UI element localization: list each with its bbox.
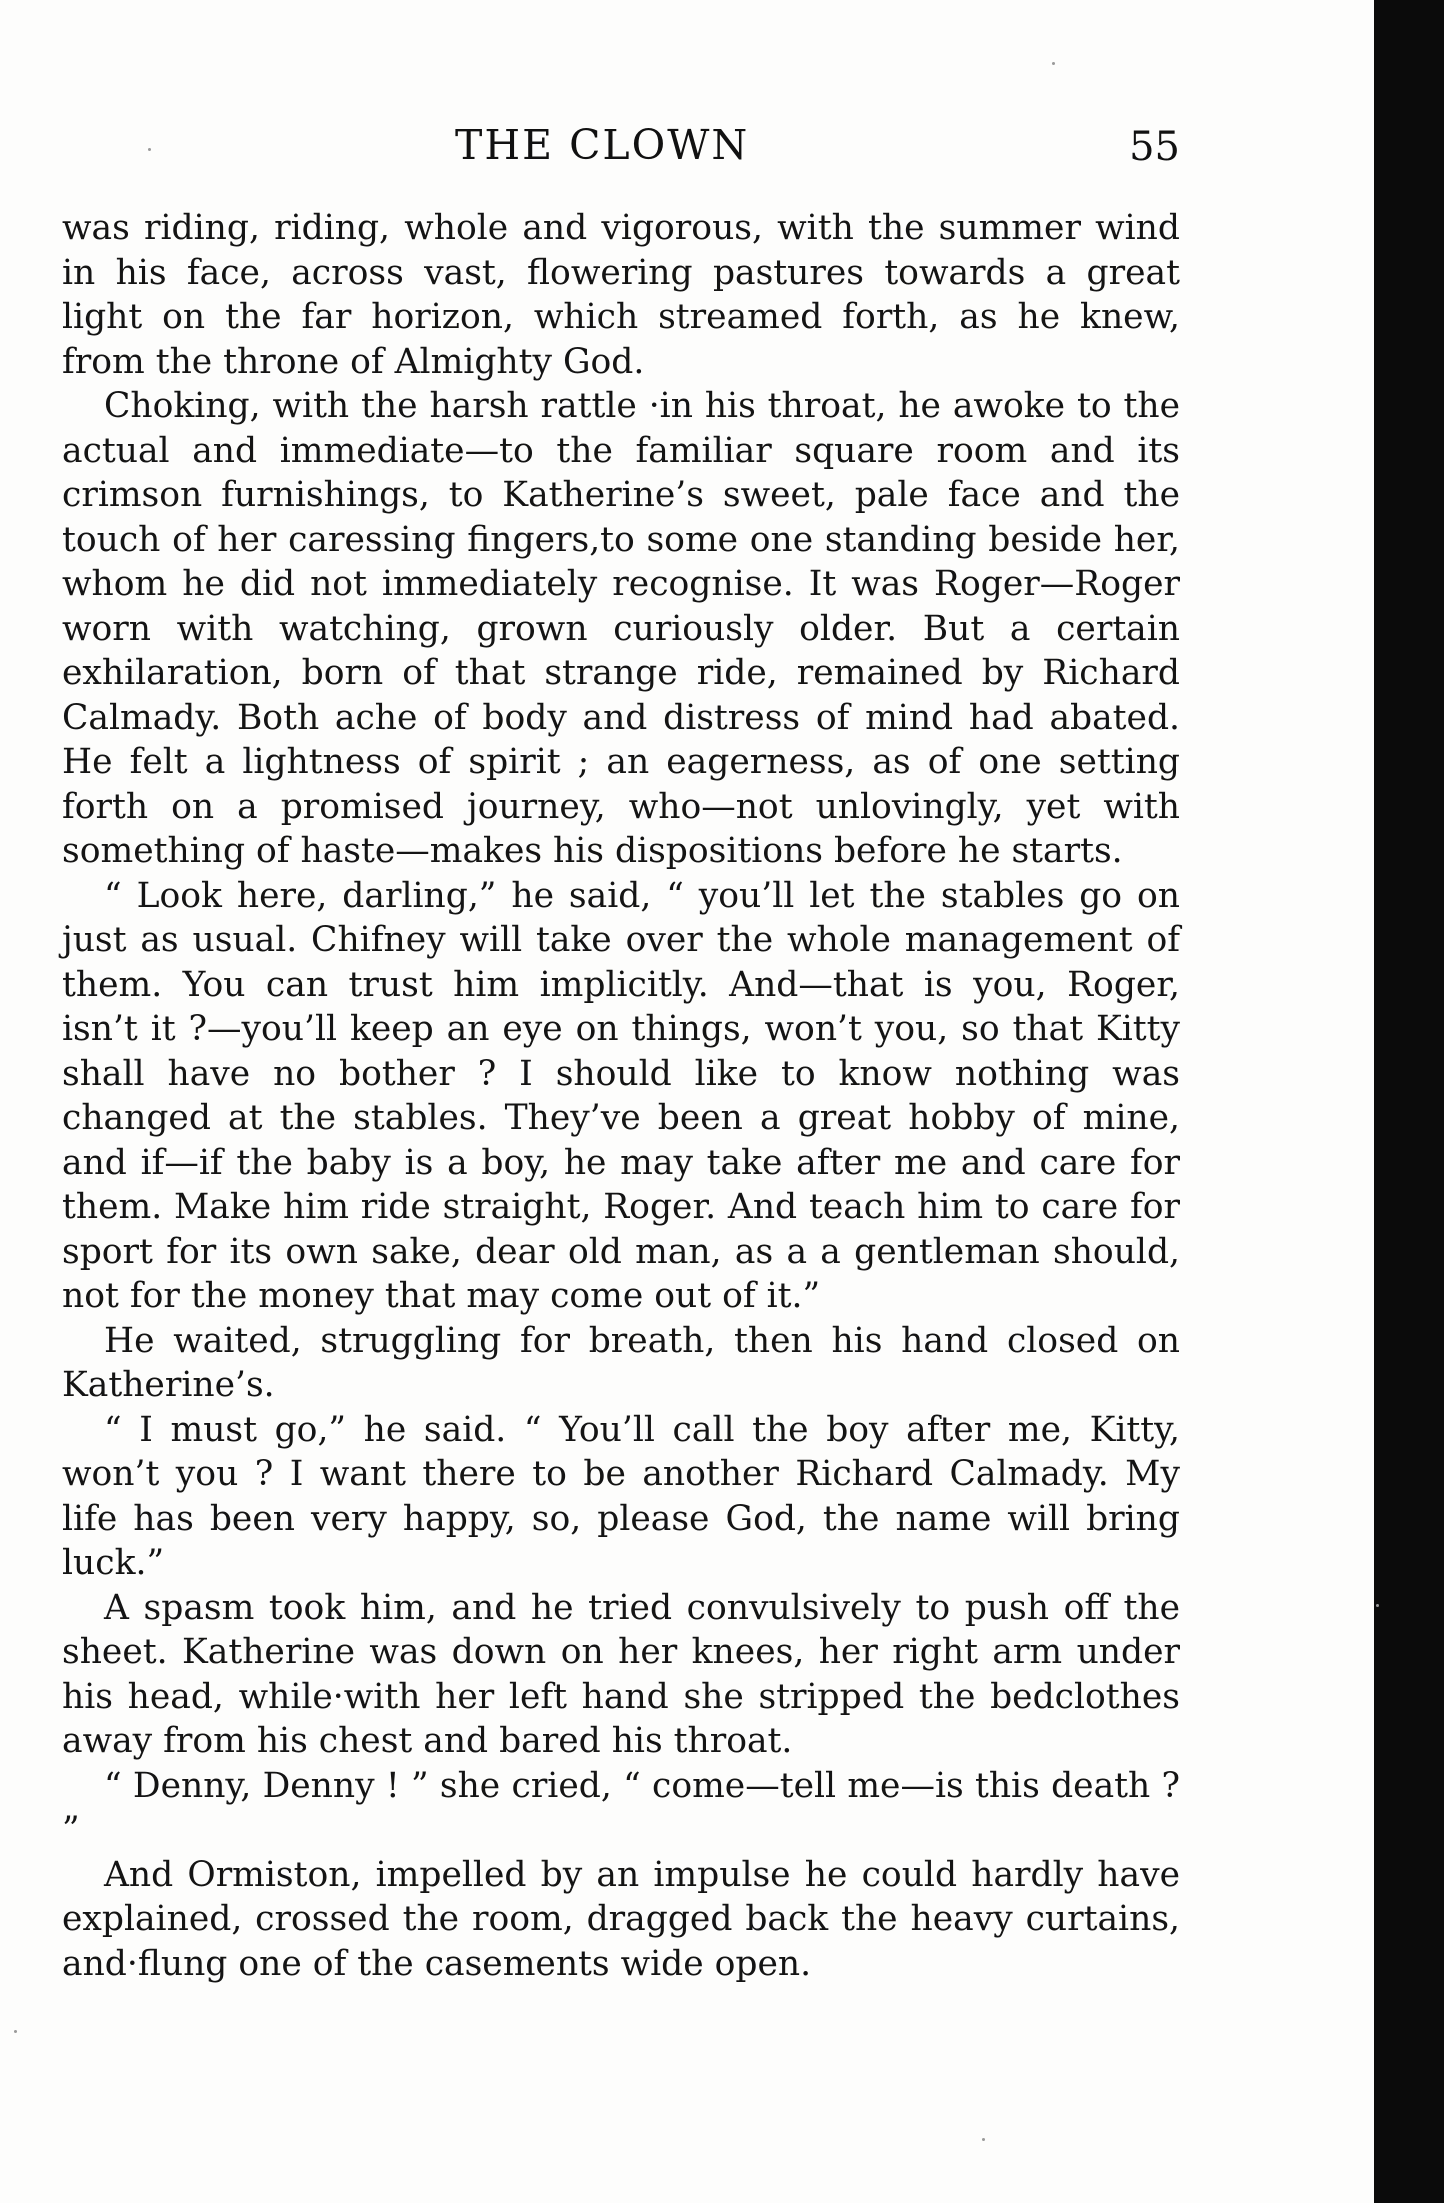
page-number: 55	[1129, 124, 1180, 170]
paragraph: And Ormiston, impelled by an impulse he could hardly have explained, crossed the room, dragged back the heavy curtains, and·flung one of the casements wide open.	[62, 1854, 1180, 1984]
page-edge-shadow	[1374, 0, 1444, 2203]
paragraph: was riding, riding, whole and vigorous, with the summer wind in his face, across vast, flowering pastures towards a great light on the far horizon, which streamed forth, as he knew, from the throne of Almighty God.	[62, 208, 1180, 382]
paper-speck	[1052, 62, 1055, 65]
paragraph: “ Denny, Denny ! ” she cried, “ come—tell me—is this death ? ”	[62, 1765, 1180, 1850]
paragraph: “ I must go,” he said. “ You’ll call the boy after me, Kitty, won’t you ? I want there to be another Richard Calmady. My life has been very happy, so, please God, the name will bring luck.”	[62, 1409, 1180, 1583]
paragraph: “ Look here, darling,” he said, “ you’ll let the stables go on just as usual. Chifney will take over the whole management of them. You can trust him implicitly. And—that is you, Roger, isn’t it ?—you’ll keep an eye on things, won’t you, so that Kitty shall have no bother ? I should like to know nothing was changed at the stables. They’ve been a great hobby of mine, and if—if the baby is a boy, he may take after me and care for them. Make him ride straight, Roger. And teach him to care for sport for its own sake, dear old man, as a a gentleman should, not for the money that may come out of it.”	[62, 875, 1180, 1316]
paragraph: Choking, with the harsh rattle ·in his throat, he awoke to the actual and immediate—to the familiar square room and its crimson furnishings, to Katherine’s sweet, pale face and the touch of her caressing fingers,to some one standing beside her, whom he did not immediately recognise. It was Roger—Roger worn with watching, grown curiously older. But a certain exhilaration, born of that strange ride, remained by Richard Calmady. Both ache of body and distress of mind had abated. He felt a lightness of spirit ; an eagerness, as of one setting forth on a promised journey, who—not unlovingly, yet with something of haste—makes his dispositions before he starts.	[62, 386, 1180, 871]
paragraph: A spasm took him, and he tried convulsively to push off the sheet. Katherine was down on her knees, her right arm under his head, while·with her left hand she stripped the bedclothes away from his chest and bared his throat.	[62, 1587, 1180, 1761]
paper-speck	[982, 2138, 985, 2141]
paper-speck	[148, 148, 151, 151]
chapter-title: THE CLOWN	[455, 121, 750, 169]
paper-speck	[14, 2030, 17, 2033]
paragraph: He waited, struggling for breath, then his hand closed on Katherine’s.	[62, 1320, 1180, 1405]
paper-speck	[1376, 1604, 1379, 1607]
body-text	[62, 206, 1180, 1986]
running-head	[60, 121, 1180, 185]
